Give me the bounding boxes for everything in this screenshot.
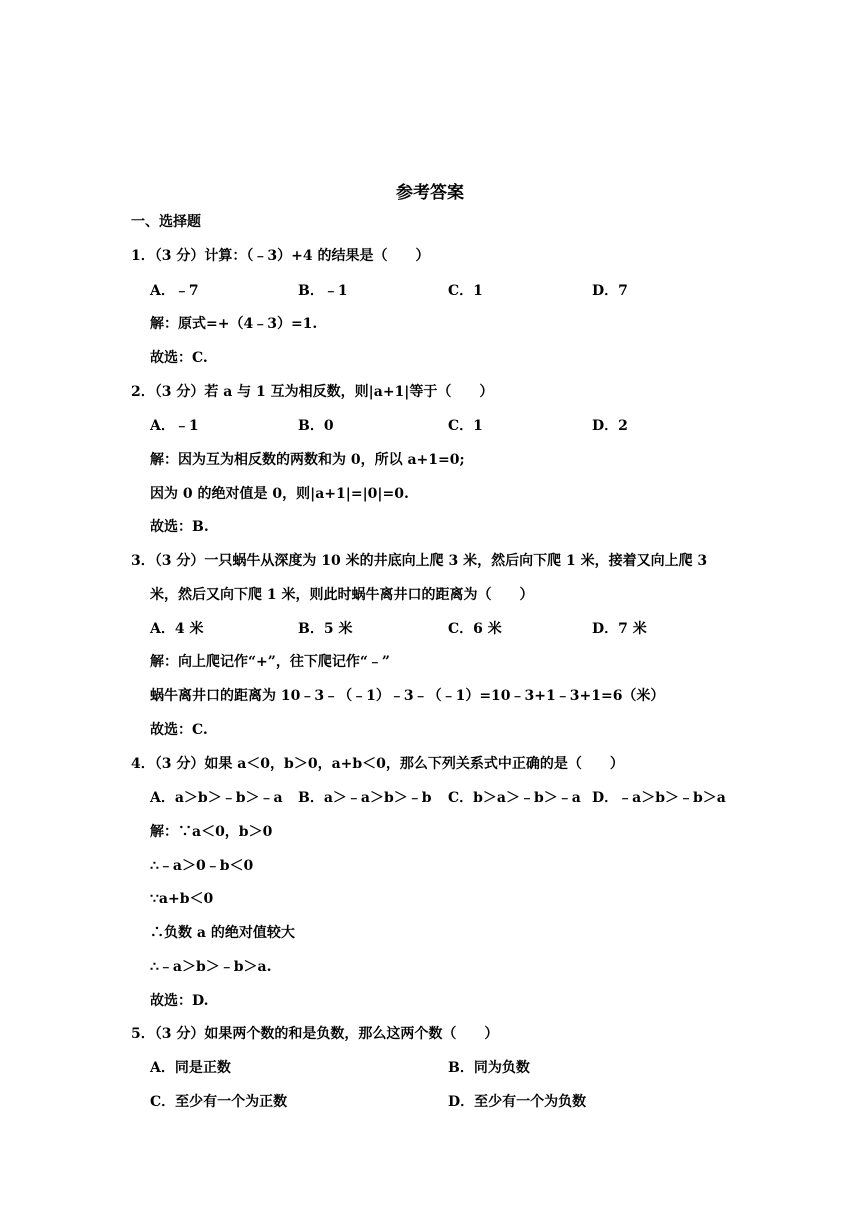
question-3-stem-line-1: 3．（3 分）一只蜗牛从深度为 10 米的井底向上爬 3 米，然后向下爬 1 米，接着又向上爬 3 [131,553,708,569]
question-3-stem-line-2: 米，然后又向下爬 1 米，则此时蜗牛离井口的距离为（ ） [150,587,534,603]
question-3-answer: 故选：C. [150,722,208,738]
question-5-option-d: D．至少有一个为负数 [448,1094,587,1110]
question-4-solution-line-5: ∴﹣a＞b＞﹣b＞a. [150,959,272,975]
question-2-option-d: D．2 [592,418,628,434]
question-4-solution-line-1: 解：∵a＜0，b＞0 [150,824,273,840]
question-4-solution-line-2: ∴﹣a＞0﹣b＜0 [150,858,254,874]
question-5-option-b: B．同为负数 [448,1060,530,1076]
question-1-solution: 解：原式=+（4﹣3）=1. [150,316,318,332]
question-2-option-a: A．﹣1 [150,418,199,434]
question-1-option-d: D．7 [592,283,628,299]
question-3-option-c: C．6 米 [448,621,502,637]
question-3-option-b: B．5 米 [298,621,353,637]
question-4-option-b: B．a＞﹣a＞b＞﹣b [298,790,432,806]
question-3-option-a: A．4 米 [150,621,204,637]
question-2-option-c: C．1 [448,418,483,434]
question-4-option-d: D．﹣a＞b＞﹣b＞a [592,790,726,806]
question-2-solution-line-2: 因为 0 的绝对值是 0，则|a+1|=|0|=0. [150,486,409,502]
question-1-option-c: C．1 [448,283,483,299]
question-2-option-b: B．0 [298,418,334,434]
question-5-stem: 5．（3 分）如果两个数的和是负数，那么这两个数（ ） [131,1026,499,1042]
question-1-option-a: A．﹣7 [150,283,199,299]
question-2-answer: 故选：B. [150,519,209,535]
question-2-stem: 2．（3 分）若 a 与 1 互为相反数，则|a+1|等于（ ） [131,384,494,400]
question-2-solution-line-1: 解：因为互为相反数的两数和为 0，所以 a+1=0; [150,452,465,468]
question-3-option-d: D．7 米 [592,621,647,637]
question-4-solution-line-4: ∴负数 a 的绝对值较大 [150,925,295,941]
question-4-option-c: C．b＞a＞﹣b＞﹣a [448,790,581,806]
question-5-option-c: C．至少有一个为正数 [150,1094,288,1110]
question-3-solution-line-1: 解：向上爬记作“+”，往下爬记作“﹣” [150,654,390,670]
question-4-solution-line-3: ∵a+b＜0 [150,891,214,907]
question-1-option-b: B．﹣1 [298,283,348,299]
question-1-stem: 1．（3 分）计算：（﹣3）+4 的结果是（ ） [131,248,430,264]
section-heading: 一、选择题 [131,214,201,230]
page-title: 参考答案 [396,183,464,203]
question-5-option-a: A．同是正数 [150,1060,231,1076]
question-4-stem: 4．（3 分）如果 a＜0，b＞0，a+b＜0，那么下列关系式中正确的是（ ） [131,756,624,772]
question-4-answer: 故选：D. [150,993,209,1009]
question-3-solution-line-2: 蜗牛离井口的距离为 10﹣3﹣（﹣1）﹣3﹣（﹣1）=10﹣3+1﹣3+1=6（米） [150,688,665,704]
question-4-option-a: A．a＞b＞﹣b＞﹣a [150,790,283,806]
question-1-answer: 故选：C. [150,350,208,366]
